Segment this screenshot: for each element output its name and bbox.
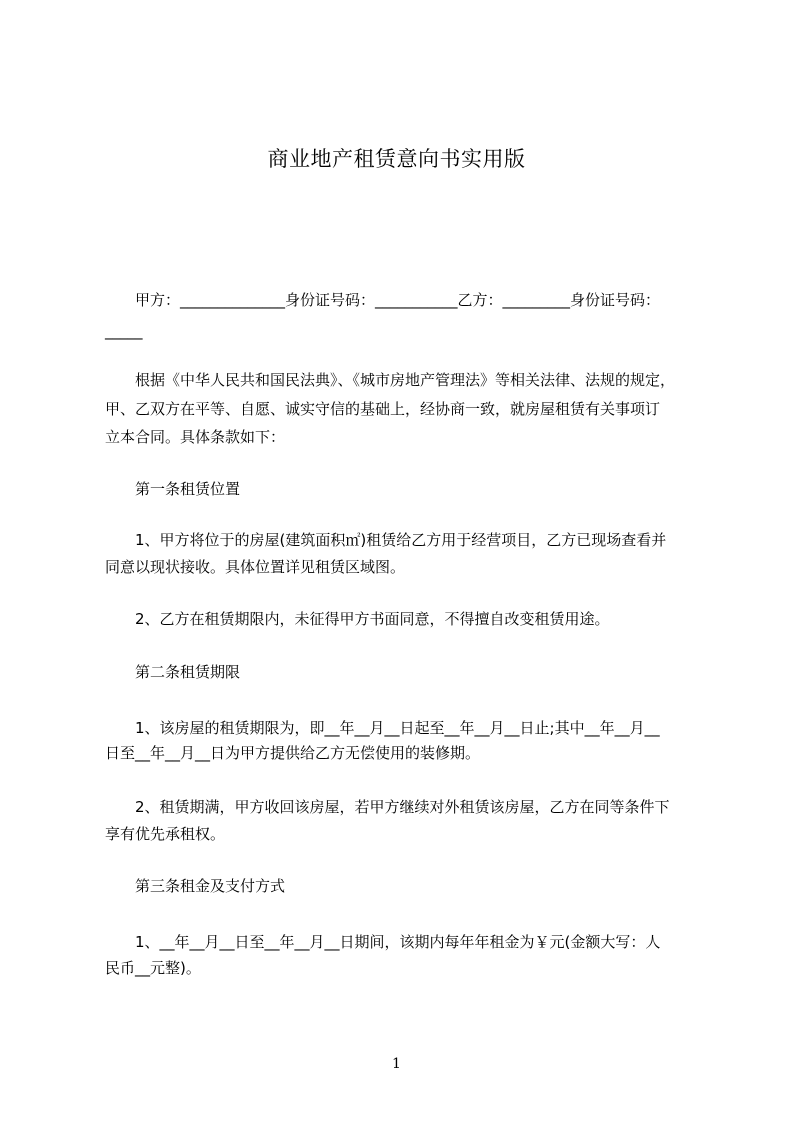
party-info-line-continued: _____	[105, 322, 143, 340]
section-heading: 第一条租赁位置	[105, 480, 241, 498]
clause-line: 同意以现状接收。具体位置详见租赁区域图。	[105, 558, 406, 576]
clause-line: 民币__元整)。	[105, 959, 201, 977]
page-number: 1	[392, 1056, 401, 1072]
preamble-line: 根据《中华人民共和国民法典》、《城市房地产管理法》等相关法律、法规的规定，	[105, 371, 676, 389]
document-title: 商业地产租赁意向书实用版	[267, 147, 526, 171]
section-heading: 第二条租赁期限	[105, 663, 241, 681]
clause-line: 2、租赁期满，甲方收回该房屋，若甲方继续对外租赁该房屋，乙方在同等条件下	[105, 798, 670, 816]
preamble-line: 立本合同。具体条款如下：	[105, 428, 286, 446]
clause-line: 1、甲方将位于的房屋(建筑面积㎡)租赁给乙方用于经营项目，乙方已现场查看并	[105, 531, 667, 549]
clause-line: 日至__年__月__日为甲方提供给乙方无偿使用的装修期。	[105, 744, 481, 762]
clause-line: 1、__年__月__日至__年__月__日期间，该期内每年年租金为￥元(金额大写：人	[105, 933, 661, 951]
party-info-line: 甲方：______________身份证号码：___________乙方：_________身份证号码：	[105, 291, 661, 309]
clause-line: 享有优先承租权。	[105, 825, 226, 843]
clause-line: 2、乙方在租赁期限内，未征得甲方书面同意，不得擅自改变租赁用途。	[105, 610, 610, 628]
preamble-line: 甲、乙双方在平等、自愿、诚实守信的基础上，经协商一致，就房屋租赁有关事项订	[105, 400, 661, 418]
section-heading: 第三条租金及支付方式	[105, 877, 286, 895]
clause-line: 1、该房屋的租赁期限为，即__年__月__日起至__年__月__日止;其中__年__月__	[105, 719, 660, 737]
